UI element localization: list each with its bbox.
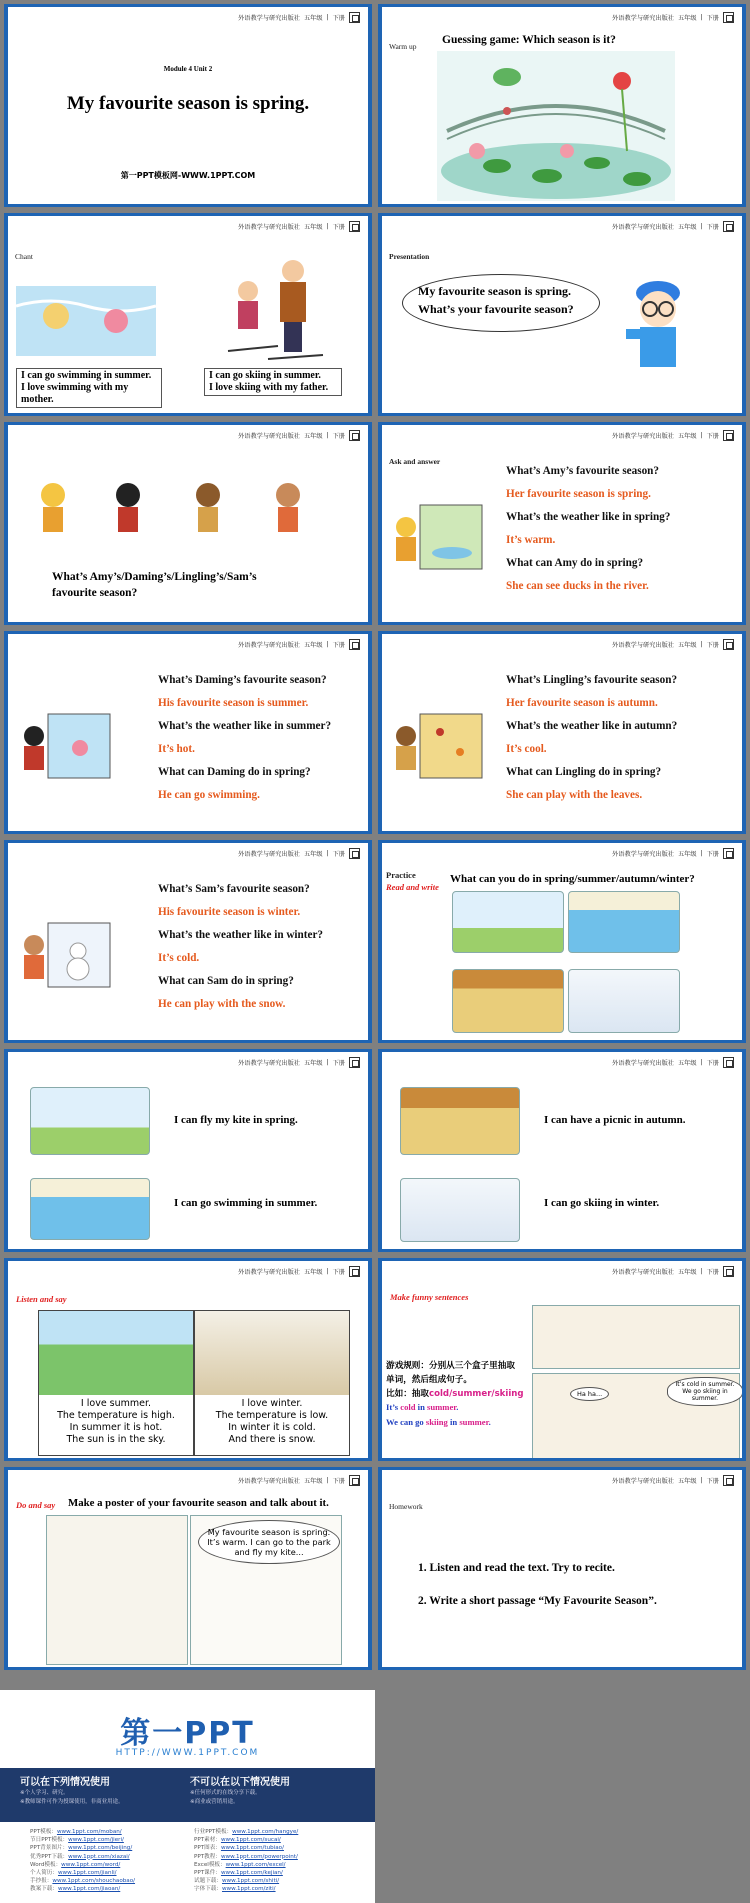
slide-title: Make a poster of your favourite season and talk about it.	[68, 1497, 329, 1509]
resource-link[interactable]: www.1ppt.com/jieri/	[68, 1837, 124, 1844]
qa-line-2: Her favourite season is autumn.	[506, 697, 658, 709]
publisher-logo-icon	[723, 639, 734, 650]
slide-4-presentation	[378, 213, 746, 416]
slide-7-daming	[4, 631, 372, 834]
qa-line-4: It’s hot.	[158, 743, 195, 755]
sam-winter-illustration	[18, 921, 114, 991]
qa-line-1: What’s Lingling’s favourite season?	[506, 674, 678, 686]
qa-line-1: What’s Daming’s favourite season?	[158, 674, 327, 686]
resource-link-row	[194, 1869, 298, 1877]
qa-line-4: It’s warm.	[506, 534, 556, 546]
classroom-picture-1	[532, 1305, 740, 1369]
slide-title: Guessing game: Which season is it?	[442, 34, 616, 46]
cannot-use-2: ※商业或营销用途。	[190, 1799, 239, 1805]
slide-header: 外语教学与研究出版社 五年级 | 下册	[612, 1473, 734, 1487]
resource-link[interactable]: www.1ppt.com/hangye/	[232, 1829, 299, 1835]
qa-line-3: What’s the weather like in spring?	[506, 511, 671, 523]
qa-line-5: What can Daming do in spring?	[158, 766, 311, 778]
slide-header: 外语教学与研究出版社 五年级 | 下册	[612, 1055, 734, 1069]
slide-header: 外语教学与研究出版社 五年级 | 下册	[612, 846, 734, 860]
resource-link-row	[194, 1877, 298, 1885]
slide-header: 外语教学与研究出版社 五年级 | 下册	[612, 10, 734, 24]
resource-link-row	[194, 1853, 298, 1861]
cannot-use-1: ※任何形式的在线分享下载。	[190, 1790, 261, 1796]
publisher-logo-icon	[723, 1057, 734, 1068]
winter-picture	[568, 969, 680, 1033]
resource-link-row	[30, 1836, 135, 1844]
slide-5-characters	[4, 422, 372, 625]
resource-link[interactable]: www.1ppt.com/kejian/	[220, 1870, 283, 1877]
pond-illustration	[437, 51, 675, 201]
homework-2: 2. Write a short passage “My Favourite Season”.	[418, 1595, 657, 1607]
resource-link-row	[30, 1877, 135, 1885]
qa-line-6: He can play with the snow.	[158, 998, 286, 1010]
slide-header: 外语教学与研究出版社 五年级 | 下册	[612, 219, 734, 233]
publisher-logo-icon	[349, 1475, 360, 1486]
sub-section-label: Read and write	[386, 882, 439, 892]
poster-drawing-picture	[46, 1515, 188, 1665]
section-label: Practice	[386, 870, 416, 880]
slide-header: 外语教学与研究出版社 五年级 | 下册	[612, 637, 734, 651]
publisher-logo-icon	[349, 12, 360, 23]
resource-link-label: 节日PPT模板：	[30, 1837, 69, 1844]
resource-link-row	[194, 1844, 298, 1852]
slide-1-title	[4, 4, 372, 207]
qa-line-4: It’s cool.	[506, 743, 547, 755]
kid-bubble: It’s cold in summer. We go skiing in summer.	[667, 1377, 743, 1406]
resource-link[interactable]: www.1ppt.com/powerpoint/	[220, 1853, 298, 1860]
chant-caption-2: I can go skiing in summer. I love skiing with my father.	[204, 368, 342, 396]
amy-spring-illustration	[390, 503, 486, 573]
slide-12-autumn-winter	[378, 1049, 746, 1252]
can-use-1: ※个人学习、研究。	[20, 1790, 69, 1796]
publisher-logo-icon	[723, 848, 734, 859]
qa-line-2: Her favourite season is spring.	[506, 488, 651, 500]
resource-link-label: PPT教程：	[194, 1853, 221, 1860]
autumn-picnic-picture	[400, 1087, 520, 1155]
resource-link-row	[194, 1836, 298, 1844]
qa-line-3: What’s the weather like in autumn?	[506, 720, 678, 732]
can-use-title: 可以在下列情况使用	[20, 1777, 110, 1788]
summer-picture	[39, 1311, 193, 1395]
resource-link-label: 个人简历：	[30, 1870, 58, 1877]
rule-line-2: 单词，然后组成句子。	[386, 1375, 472, 1385]
sentence-2: I can go skiing in winter.	[544, 1197, 660, 1209]
resource-link-row	[30, 1861, 135, 1869]
slide-header: 外语教学与研究出版社 五年级 | 下册	[238, 1055, 360, 1069]
resource-link-label: PPT课件：	[194, 1870, 221, 1877]
chant-caption-1: I can go swimming in summer. I love swimming with my mother.	[16, 368, 162, 408]
resource-link-label: PPT背景图片：	[30, 1845, 69, 1852]
qa-line-1: What’s Amy’s favourite season?	[506, 465, 659, 477]
slide-8-lingling	[378, 631, 746, 834]
resource-link[interactable]: www.1ppt.com/moban/	[56, 1829, 122, 1835]
slide-10-practice	[378, 840, 746, 1043]
publisher-logo-icon	[723, 1475, 734, 1486]
site-label: 第一PPT模板网-WWW.1PPT.COM	[120, 171, 256, 180]
resource-link-label: 行业PPT模板：	[194, 1829, 233, 1835]
rule-line-1: 游戏规则：分别从三个盒子里抽取	[386, 1361, 515, 1371]
publisher-logo-icon	[723, 430, 734, 441]
resource-link-label: 手抄报：	[30, 1878, 53, 1885]
qa-line-3: What’s the weather like in summer?	[158, 720, 332, 732]
winter-skiing-picture	[400, 1178, 520, 1242]
slide-14-funny-sentences	[378, 1258, 746, 1461]
brand-url: HTTP://WWW.1PPT.COM	[115, 1748, 260, 1758]
slide-header: 外语教学与研究出版社 五年级 | 下册	[238, 637, 360, 651]
winter-text: I love winter. The temperature is low. In winter it is cold. And there is snow.	[215, 1398, 329, 1445]
publisher-logo-icon	[349, 639, 360, 650]
presentation-bubble: My favourite season is spring. It’s warm. I can go to the park and fly my kite...	[198, 1520, 340, 1564]
publisher-logo-icon	[349, 1266, 360, 1277]
qa-line-2: His favourite season is winter.	[158, 906, 301, 918]
boy-with-glasses-illustration	[618, 271, 698, 381]
qa-line-6: He can go swimming.	[158, 789, 260, 801]
summer-text: I love summer. The temperature is high. In summer it is hot. The sun is in the sky.	[57, 1398, 175, 1445]
resource-link-label: 教案下载：	[30, 1886, 58, 1893]
autumn-picture	[452, 969, 564, 1033]
section-label: Homework	[389, 1502, 423, 1511]
resource-link[interactable]: www.1ppt.com/shouchaobao/	[52, 1878, 136, 1885]
section-label: Chant	[15, 252, 33, 261]
qa-line-6: She can see ducks in the river.	[506, 580, 649, 592]
slide-16-homework	[378, 1467, 746, 1670]
resource-link[interactable]: www.1ppt.com/jiaoan/	[57, 1886, 121, 1893]
resource-link-row	[30, 1853, 135, 1861]
resource-link[interactable]: www.1ppt.com/beijing/	[68, 1845, 133, 1852]
skiing-illustration	[218, 251, 328, 366]
slide-header: 外语教学与研究出版社 五年级 | 下册	[238, 10, 360, 24]
resource-link-label: 试题下载：	[194, 1878, 222, 1885]
sentence-1: I can fly my kite in spring.	[174, 1114, 298, 1126]
resource-link-row	[30, 1885, 135, 1893]
slide-title: What can you do in spring/summer/autumn/winter?	[450, 873, 695, 885]
slide-header: 外语教学与研究出版社 五年级 | 下册	[612, 1264, 734, 1278]
winter-picture	[195, 1311, 349, 1395]
sentence-1: I can have a picnic in autumn.	[544, 1114, 686, 1126]
slide-3-chant	[4, 213, 372, 416]
resource-link-label: 优秀PPT下载：	[30, 1853, 69, 1860]
qa-line-2: His favourite season is summer.	[158, 697, 309, 709]
publisher-logo-icon	[723, 221, 734, 232]
swimming-illustration	[16, 276, 156, 356]
sentence-2: I can go swimming in summer.	[174, 1197, 318, 1209]
example-line: 比如：抽取cold/summer/skiing	[386, 1389, 524, 1399]
section-label: Ask and answer	[389, 457, 441, 466]
slide-header: 外语教学与研究出版社 五年级 | 下册	[238, 428, 360, 442]
publisher-logo-icon	[349, 848, 360, 859]
lingling-autumn-illustration	[390, 712, 486, 782]
summer-swimming-picture	[30, 1178, 150, 1240]
cannot-use-title: 不可以在以下情况使用	[190, 1777, 290, 1788]
resource-link[interactable]: www.1ppt.com/excel/	[225, 1861, 286, 1868]
question-line-2: favourite season?	[52, 587, 138, 599]
publisher-logo-icon	[723, 12, 734, 23]
slide-9-sam	[4, 840, 372, 1043]
slide-11-spring-summer	[4, 1049, 372, 1252]
resource-link[interactable]: www.1ppt.com/shiti/	[221, 1878, 280, 1885]
slide-header: 外语教学与研究出版社 五年级 | 下册	[238, 1264, 360, 1278]
section-label: Do and say	[16, 1500, 56, 1510]
resource-link[interactable]: www.1ppt.com/jianli/	[57, 1870, 117, 1877]
qa-line-5: What can Amy do in spring?	[506, 557, 644, 569]
resource-links-left	[30, 1828, 135, 1894]
resource-link-row	[194, 1828, 298, 1836]
publisher-logo-icon	[349, 1057, 360, 1068]
resource-link[interactable]: www.1ppt.com/xiazai/	[68, 1853, 130, 1860]
module-label: Module 4 Unit 2	[163, 65, 213, 73]
resource-link-label: PPT图表：	[194, 1845, 221, 1852]
publisher-logo-icon	[349, 430, 360, 441]
slide-15-do-and-say	[4, 1467, 372, 1670]
lesson-title: My favourite season is spring.	[66, 93, 310, 114]
summer-picture	[568, 891, 680, 953]
spring-picture	[452, 891, 564, 953]
resource-link-label: PPT素材：	[194, 1837, 221, 1844]
bubble-line-1: My favourite season is spring.	[418, 284, 571, 298]
resource-link-label: Word模板：	[30, 1861, 62, 1868]
laugh-bubble: Ha ha...	[570, 1387, 609, 1401]
resource-link[interactable]: www.1ppt.com/word/	[61, 1861, 121, 1868]
resource-link[interactable]: www.1ppt.com/ziti/	[221, 1886, 276, 1893]
example-sentence-2: We can go skiing in summer.	[386, 1417, 491, 1427]
resource-link-label: PPT模板：	[30, 1829, 57, 1835]
footer-panel	[0, 1690, 375, 1903]
section-label: Listen and say	[16, 1294, 67, 1304]
resource-links-right	[194, 1828, 298, 1894]
brand-logo: 第一PPT	[120, 1716, 255, 1751]
section-label: Make funny sentences	[390, 1292, 469, 1302]
resource-link-row	[30, 1828, 135, 1836]
resource-link-row	[194, 1861, 298, 1869]
resource-link-row	[194, 1885, 298, 1893]
qa-line-4: It’s cold.	[158, 952, 200, 964]
resource-link-label: 字体下载：	[194, 1886, 222, 1893]
resource-link[interactable]: www.1ppt.com/tubiao/	[220, 1845, 284, 1852]
resource-link-label: Excel模板：	[194, 1861, 226, 1868]
slide-2-warm-up	[378, 4, 746, 207]
winter-panel	[194, 1310, 350, 1456]
slide-header: 外语教学与研究出版社 五年级 | 下册	[612, 428, 734, 442]
section-label: Presentation	[389, 252, 430, 261]
qa-line-5: What can Sam do in spring?	[158, 975, 294, 987]
spring-kite-picture	[30, 1087, 150, 1155]
slide-13-listen-and-say	[4, 1258, 372, 1461]
bubble-line-2: What’s your favourite season?	[418, 302, 574, 316]
qa-line-6: She can play with the leaves.	[506, 789, 643, 801]
four-characters-illustration	[28, 467, 328, 542]
publisher-logo-icon	[723, 1266, 734, 1277]
resource-link[interactable]: www.1ppt.com/sucai/	[220, 1837, 281, 1844]
resource-link-row	[30, 1869, 135, 1877]
example-sentence-1: It’s cold in summer.	[386, 1402, 459, 1412]
slide-header: 外语教学与研究出版社 五年级 | 下册	[238, 219, 360, 233]
qa-line-5: What can Lingling do in spring?	[506, 766, 662, 778]
summer-panel	[38, 1310, 194, 1456]
can-use-2: ※教师课件可作为授课使用，非商业用途。	[20, 1799, 124, 1805]
qa-line-1: What’s Sam’s favourite season?	[158, 883, 310, 895]
daming-summer-illustration	[18, 712, 114, 782]
qa-line-3: What’s the weather like in winter?	[158, 929, 323, 941]
slide-header: 外语教学与研究出版社 五年级 | 下册	[238, 846, 360, 860]
question-line-1: What’s Amy’s/Daming’s/Lingling’s/Sam’s	[52, 571, 257, 583]
publisher-logo-icon	[349, 221, 360, 232]
section-label: Warm up	[389, 42, 417, 51]
homework-1: 1. Listen and read the text. Try to recite.	[418, 1562, 615, 1574]
slide-header: 外语教学与研究出版社 五年级 | 下册	[238, 1473, 360, 1487]
slide-6-amy	[378, 422, 746, 625]
resource-link-row	[30, 1844, 135, 1852]
